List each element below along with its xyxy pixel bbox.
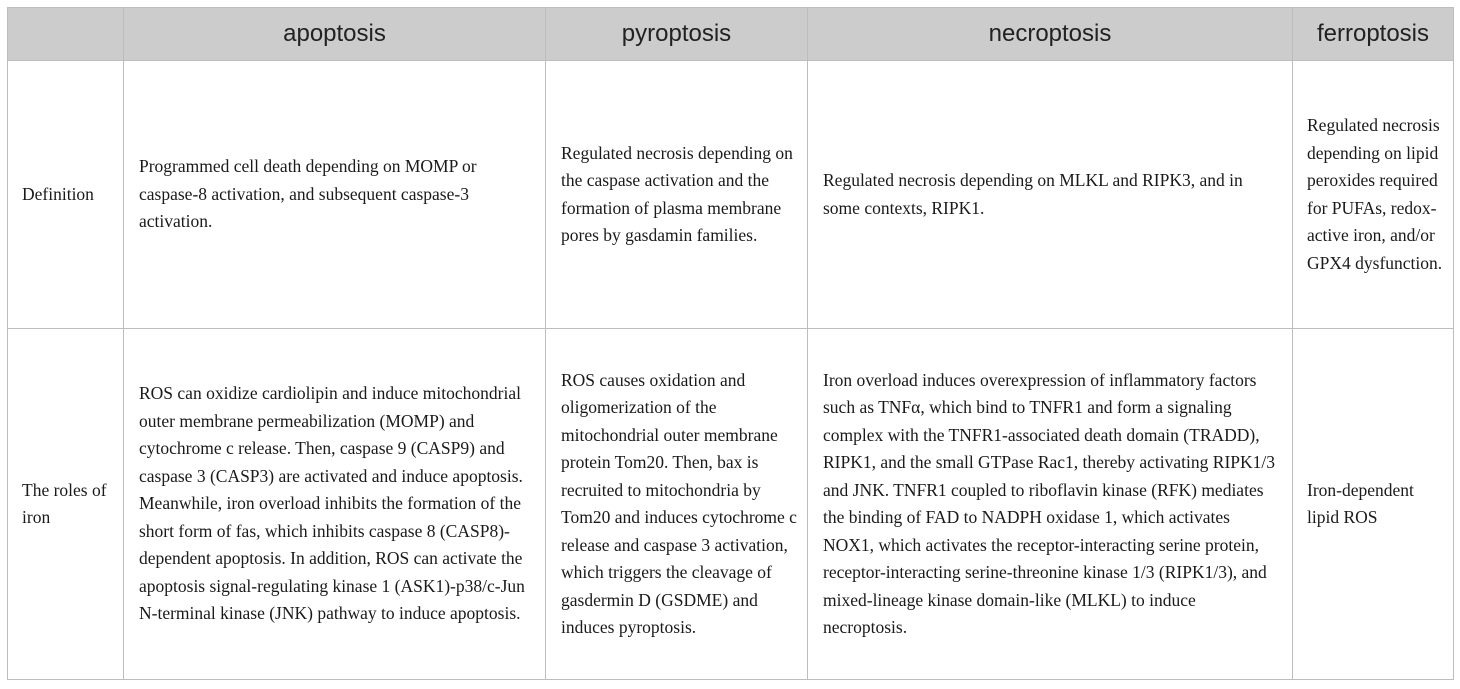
header-necroptosis: necroptosis: [808, 8, 1293, 61]
cell-definition-necroptosis: Regulated necrosis depending on MLKL and RIPK3, and in some contexts, RIPK1.: [808, 61, 1293, 329]
cell-iron-necroptosis: Iron overload induces overexpression of inflammatory factors such as TNFα, which bind to TNFR1 and form a signaling complex with the TNFR1-associated death domain (TRADD), RIPK1, and the small GTPase Rac1, thereby activating RIPK1/3 and JNK. TNFR1 coupled to riboflavin kinase (RFK) mediates the binding of FAD to NADPH oxidase 1, which activates NOX1, which activates the receptor-interacting serine protein, receptor-interacting serine-threonine kinase 1/3 (RIPK1/3), and mixed-lineage kinase domain-like (MLKL) to induce necroptosis.: [808, 329, 1293, 680]
header-apoptosis: apoptosis: [124, 8, 546, 61]
cell-iron-pyroptosis: ROS causes oxidation and oligomerization of the mitochondrial outer membrane protein Tom20. Then, bax is recruited to mitochondria by Tom20 and induces cytochrome c release and caspase 3 activation, which triggers the cleavage of gasdermin D (GSDME) and induces pyroptosis.: [546, 329, 808, 680]
cell-definition-ferroptosis: Regulated necrosis depending on lipid peroxides required for PUFAs, redox-active iron, and/or GPX4 dysfunction.: [1293, 61, 1454, 329]
row-label-definition: Definition: [8, 61, 124, 329]
cell-definition-pyroptosis: Regulated necrosis depending on the caspase activation and the formation of plasma membrane pores by gasdamin families.: [546, 61, 808, 329]
comparison-table: [7, 7, 1454, 680]
row-label-roles-of-iron: The roles of iron: [8, 329, 124, 680]
cell-iron-apoptosis: ROS can oxidize cardiolipin and induce mitochondrial outer membrane permeabilization (MOMP) and cytochrome c release. Then, caspase 9 (CASP9) and caspase 3 (CASP3) are activated and induce apoptosis. Meanwhile, iron overload inhibits the formation of the short form of fas, which inhibits caspase 8 (CASP8)-dependent apoptosis. In addition, ROS can activate the apoptosis signal-regulating kinase 1 (ASK1)-p38/c-Jun N-terminal kinase (JNK) pathway to induce apoptosis.: [124, 329, 546, 680]
cell-iron-ferroptosis: Iron-dependent lipid ROS: [1293, 329, 1454, 680]
header-row: [8, 8, 1454, 61]
cell-definition-apoptosis: Programmed cell death depending on MOMP or caspase-8 activation, and subsequent caspase-3 activation.: [124, 61, 546, 329]
header-pyroptosis: pyroptosis: [546, 8, 808, 61]
header-ferroptosis: ferroptosis: [1293, 8, 1454, 61]
table-row: [8, 329, 1454, 680]
table-row: [8, 61, 1454, 329]
header-corner: [8, 8, 124, 61]
